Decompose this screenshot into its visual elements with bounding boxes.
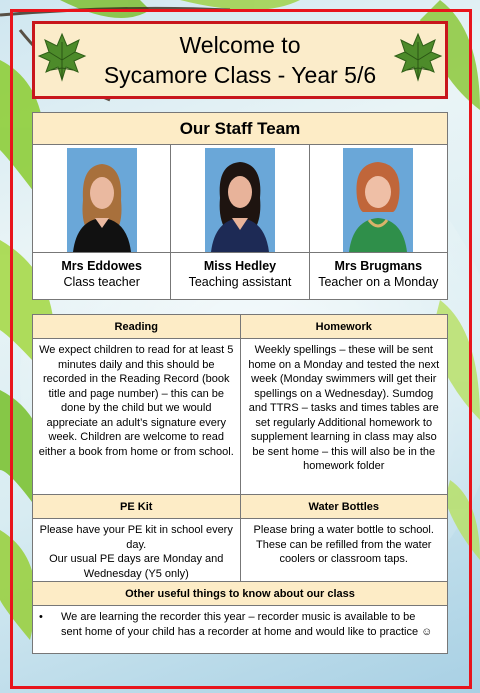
reading-text: We expect children to read for at least 5 minutes daily and this should be recorded in the Reading Record (book title and page number) – this can be done by the child but we would appreciate an adult’s signature every week. Children are welcome to read either a book from home or from school.	[38, 344, 234, 458]
staff-member	[33, 145, 171, 299]
staff-role: Teaching assistant	[188, 275, 292, 289]
staff-role: Class teacher	[63, 275, 140, 289]
title-banner	[32, 21, 448, 99]
homework-text: Weekly spellings – these will be sent home on a Monday and tested the next week (Monday swimmers will get their spellings on a Wednesday). Sumdog and TTRS – tasks and times tables are set regularly Additional homework to supplement learning in class may also be sent home – this will also be in the homework folder	[248, 344, 440, 472]
homework-heading: Homework	[241, 315, 448, 338]
class-info-table	[32, 314, 448, 654]
other-info-text: We are learning the recorder this year – recorder music is available to be sent home of your child has a recorder at home and would like to practice ☺	[61, 611, 433, 638]
title-line-2: Sycamore Class - Year 5/6	[103, 62, 377, 88]
title-line-1: Welcome to	[179, 32, 301, 58]
sycamore-leaf-icon	[37, 30, 87, 84]
staff-photo	[67, 148, 137, 252]
pe-kit-text-1: Please have your PE kit in school every day.	[39, 524, 233, 551]
bullet-marker: •	[39, 611, 43, 623]
reading-heading: Reading	[33, 315, 240, 338]
pe-kit-text-2: Our usual PE days are Monday and Wednesday (Y5 only)	[49, 553, 224, 580]
staff-member	[171, 145, 309, 299]
staff-name: Mrs Brugmans	[334, 259, 423, 273]
other-info-heading: Other useful things to know about our class	[33, 582, 447, 605]
pe-kit-heading: PE Kit	[33, 495, 240, 518]
staff-member	[310, 145, 447, 299]
sycamore-leaf-icon	[393, 30, 443, 84]
list-item	[33, 606, 447, 643]
staff-role: Teacher on a Monday	[318, 275, 439, 289]
staff-photo	[205, 148, 275, 252]
staff-photo	[343, 148, 413, 252]
water-bottles-heading: Water Bottles	[241, 495, 448, 518]
staff-name: Mrs Eddowes	[61, 259, 142, 273]
staff-heading: Our Staff Team	[33, 113, 447, 145]
staff-name: Miss Hedley	[203, 259, 277, 273]
water-bottles-text: Please bring a water bottle to school. These can be refilled from the water coolers or classroom taps.	[253, 524, 434, 565]
staff-team-table	[32, 112, 448, 300]
